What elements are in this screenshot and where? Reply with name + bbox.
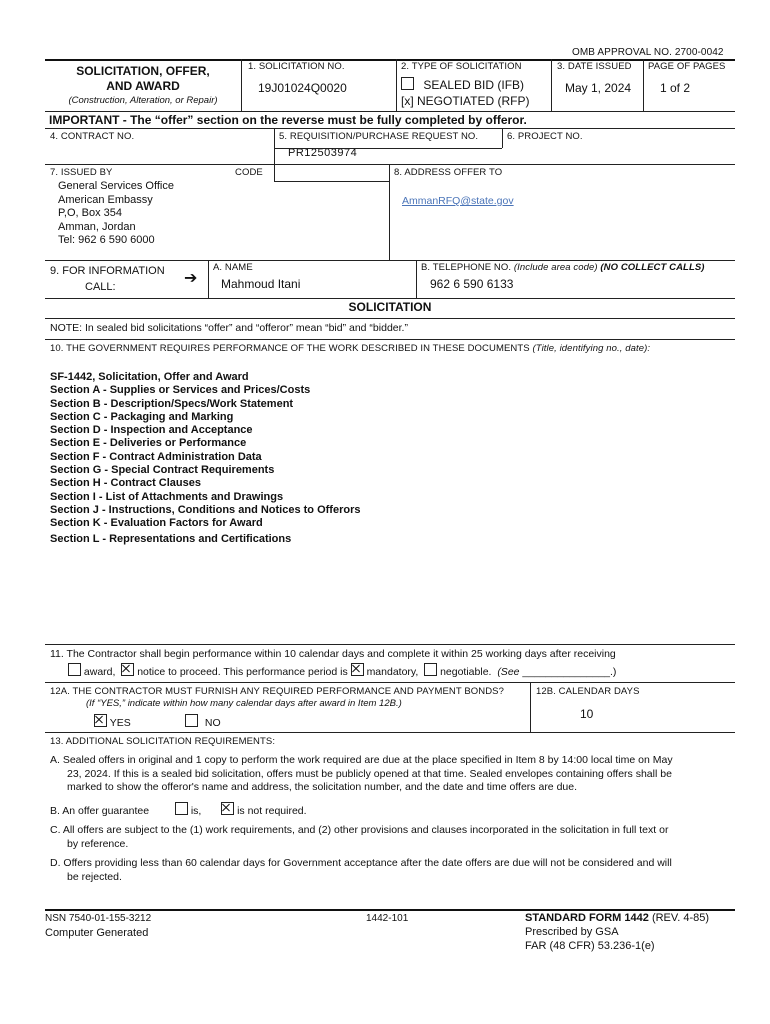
issuer-line: American Embassy: [58, 193, 153, 206]
important-notice: IMPORTANT - The “offer” section on the reverse must be fully completed by offeror.: [49, 113, 527, 127]
telephone-label-note: (Include area code): [513, 262, 598, 273]
calendar-days-value: 10: [580, 707, 594, 721]
contact-phone: 962 6 590 6133: [430, 277, 514, 291]
negotiable-label: negotiable.: [440, 666, 492, 678]
item13-d: [50, 857, 672, 884]
contract-no-label: 4. CONTRACT NO.: [50, 131, 135, 142]
standard-form-name: STANDARD FORM 1442: [525, 912, 649, 924]
bond-yes-checkbox[interactable]: [94, 714, 107, 727]
arrow-right-icon: ➔: [184, 270, 198, 287]
section-item: Section J - Instructions, Conditions and Notices to Offerors: [50, 503, 361, 516]
project-no-label: 6. PROJECT NO.: [507, 131, 583, 142]
section-item: Section D - Inspection and Acceptance: [50, 424, 253, 437]
item13-b: [50, 802, 307, 819]
guarantee-is-checkbox[interactable]: [175, 802, 188, 815]
guarantee-not-required-checkbox[interactable]: [221, 802, 234, 815]
telephone-label-bold: (NO COLLECT CALLS): [600, 262, 705, 273]
requisition-no: PR12503974: [288, 147, 358, 159]
item13-a-line: 23, 2024. If this is a sealed bid solicitation, offers must be publicly opened at that time. Sealed envelopes containing offers shall be: [67, 767, 672, 780]
contact-name-label: A. NAME: [213, 262, 253, 273]
solicitation-no: 19J01024Q0020: [258, 81, 347, 95]
mandatory-checkbox[interactable]: [351, 663, 364, 676]
sealed-bid-note: NOTE: In sealed bid solicitations “offer” and “offeror” mean “bid” and “bidder.”: [50, 322, 408, 334]
item13-d-line: D. Offers providing less than 60 calendar days for Government acceptance after the date offers are due will not be considered and will: [50, 857, 672, 869]
form-code: 1442-101: [366, 913, 409, 924]
item13-c: [50, 824, 668, 851]
issuer-line: Tel: 962 6 590 6000: [58, 234, 155, 246]
solicitation-type-label: 2. TYPE OF SOLICITATION: [401, 61, 522, 72]
offer-guarantee-label: B. An offer guarantee: [50, 805, 150, 817]
item13-c-line: C. All offers are subject to the (1) work requirements, and (2) other provisions and clauses incorporated in the solicitation in full text or: [50, 824, 669, 836]
item11-text: 11. The Contractor shall begin performance within 10 calendar days and complete it within 25 working days after receiving: [50, 648, 616, 660]
section-item: Section B - Description/Specs/Work Statement: [50, 397, 294, 410]
code-label: CODE: [235, 167, 263, 178]
bond-no-option: [185, 714, 221, 731]
item12a-label: 12A. THE CONTRACTOR MUST FURNISH ANY REQUIRED PERFORMANCE AND PAYMENT BONDS?: [50, 686, 504, 697]
issuer-address: [58, 180, 174, 248]
form-subtitle: (Construction, Alteration, or Repair): [68, 95, 218, 106]
negotiated-option: [x] NEGOTIATED (RFP): [401, 94, 530, 108]
bond-yes-option: [94, 714, 131, 731]
requisition-no-label: 5. REQUISITION/PURCHASE REQUEST NO.: [279, 131, 479, 142]
section-item: SF-1442, Solicitation, Offer and Award: [50, 371, 249, 383]
item10-label: [50, 343, 650, 354]
section-item: Section C - Packaging and Marking: [50, 410, 234, 423]
date-issued-label: 3. DATE ISSUED: [557, 61, 632, 72]
item13-a: [50, 754, 673, 795]
award-checkbox[interactable]: [68, 663, 81, 676]
calendar-days-label: 12B. CALENDAR DAYS: [536, 686, 640, 697]
section-item: Section H - Contract Clauses: [50, 477, 201, 490]
date-issued: May 1, 2024: [565, 81, 632, 95]
address-offer-to-label: 8. ADDRESS OFFER TO: [394, 167, 503, 178]
section-item: Section F - Contract Administration Data: [50, 450, 262, 463]
award-label: award,: [83, 666, 116, 678]
section-item: Section E - Deliveries or Performance: [50, 437, 247, 450]
see-label: (See: [497, 666, 520, 678]
contact-name: Mahmoud Itani: [221, 277, 301, 291]
form-title-line1: SOLICITATION, OFFER,: [76, 64, 210, 78]
bond-no-label: NO: [204, 717, 221, 729]
issuer-line: Amman, Jordan: [58, 220, 136, 233]
bond-no-checkbox[interactable]: [185, 714, 198, 727]
notice-to-proceed-checkbox[interactable]: [121, 663, 134, 676]
item10-label-italic: (Title, identifying no., date):: [532, 343, 651, 354]
section-item: Section G - Special Contract Requirements: [50, 464, 275, 477]
bond-yes-label: YES: [109, 717, 131, 729]
pages-label: PAGE OF PAGES: [648, 61, 726, 72]
section-list: [50, 371, 360, 546]
computer-generated: Computer Generated: [45, 927, 149, 939]
telephone-label-text: B. TELEPHONE NO.: [421, 262, 512, 273]
notice-label: notice to proceed. This performance period is: [137, 666, 348, 678]
item13-label: 13. ADDITIONAL SOLICITATION REQUIREMENTS:: [50, 736, 276, 747]
prescribed-by: Prescribed by GSA: [525, 926, 619, 938]
item13-c-line: by reference.: [67, 837, 129, 850]
section-item: Section A - Supplies or Services and Prices/Costs: [50, 384, 311, 397]
standard-form-rev: (REV. 4-85): [651, 912, 709, 924]
mandatory-label: mandatory,: [366, 666, 419, 678]
item12a-note: (If “YES,” indicate within how many calendar days after award in Item 12B.): [86, 698, 402, 709]
sealed-bid-checkbox[interactable]: [401, 77, 414, 90]
solicitation-no-label: 1. SOLICITATION NO.: [248, 61, 345, 72]
solicitation-heading: SOLICITATION: [348, 300, 432, 314]
standard-form: [525, 912, 709, 924]
item11-options: [68, 663, 616, 680]
issuer-line: General Services Office: [58, 180, 174, 192]
section-item: Section I - List of Attachments and Drawings: [50, 490, 284, 503]
sealed-bid-option[interactable]: [401, 77, 524, 92]
pages-value: 1 of 2: [660, 81, 691, 95]
section-item: Section K - Evaluation Factors for Award: [50, 517, 263, 530]
guarantee-is-label: is,: [190, 805, 202, 817]
far-reference: FAR (48 CFR) 53.236-1(e): [525, 940, 655, 952]
guarantee-not-required-label: is not required.: [237, 805, 307, 817]
form-title-line2: AND AWARD: [106, 79, 180, 93]
telephone-label: [421, 262, 705, 273]
item13-a-line: A. Sealed offers in original and 1 copy to perform the work required are due at the place specified in Item 8 by 14:00 local time on May: [50, 754, 673, 766]
omb-approval: OMB APPROVAL NO. 2700-0042: [572, 47, 724, 58]
issuer-line: P,O, Box 354: [58, 207, 123, 219]
section-item: Section L - Representations and Certifications: [50, 532, 292, 545]
item10-label-text: 10. THE GOVERNMENT REQUIRES PERFORMANCE OF THE WORK DESCRIBED IN THESE DOCUMENTS: [50, 343, 530, 354]
negotiable-checkbox[interactable]: [424, 663, 437, 676]
item13-a-line: marked to show the offeror's name and address, the solicitation number, and the date and time offers are due.: [67, 781, 578, 793]
nsn-number: NSN 7540-01-155-3212: [45, 913, 152, 924]
info-call-label2: CALL:: [85, 281, 116, 293]
see-blank: _______________.): [522, 666, 617, 678]
issued-by-label: 7. ISSUED BY: [50, 167, 113, 178]
sealed-bid-label: SEALED BID (IFB): [423, 78, 525, 92]
info-call-label1: 9. FOR INFORMATION: [50, 265, 165, 277]
item13-d-line: be rejected.: [67, 870, 122, 883]
offer-email-link[interactable]: AmmanRFQ@state.gov: [402, 195, 514, 207]
